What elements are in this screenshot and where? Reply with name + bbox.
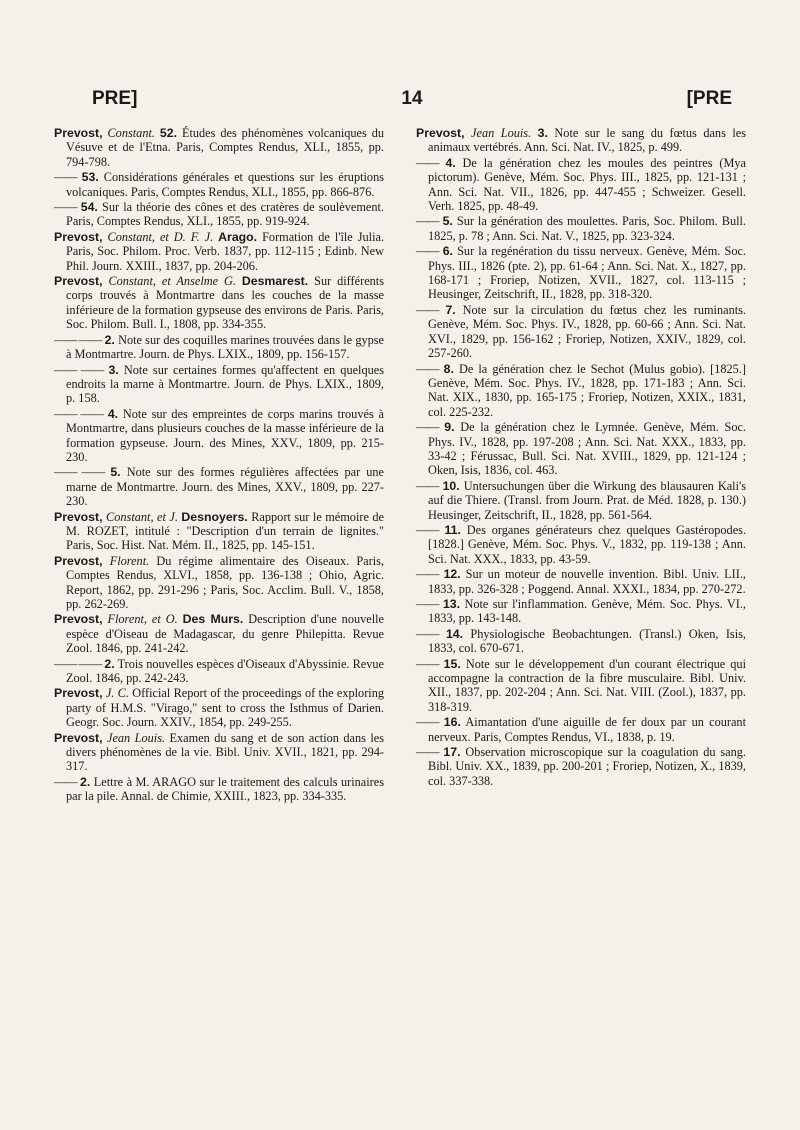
- author-given-name: J. C.: [105, 686, 129, 701]
- author-name: Prevost,: [54, 274, 103, 289]
- entry-text: Du régime alimentaire des Oiseaux. Paris, Comptes Rendus, XLVI., 1858, pp. 136-138 ; Ohio, Agric. Report, 1862, pp. 291-296 ; Paris, Soc. Acclim. Bull. V., 1858, pp. 262-269.: [66, 553, 385, 611]
- repeat-author-dash: —— ——: [54, 362, 104, 377]
- bibliography-entry: [416, 745, 746, 788]
- entry-number: 6.: [442, 244, 453, 259]
- entry-number: 8.: [443, 361, 454, 376]
- repeat-author-dash: ——: [416, 244, 439, 259]
- bibliography-entry: [54, 686, 384, 729]
- author-name: Prevost,: [54, 229, 103, 244]
- entry-number: 9.: [444, 420, 455, 435]
- author-name: Prevost,: [54, 730, 103, 745]
- entry-number: 2.: [104, 332, 115, 347]
- bibliography-entry: [54, 126, 384, 169]
- repeat-author-dash: —— ——: [54, 656, 102, 671]
- entry-text: Note sur le développement d'un courant électrique qui accompagne la contraction de la fibre musculaire. Bibl. Univ. XII., 1837, pp. 202-204 ; Ann. Sci. Nat. VIII. (Zool.), 1837, pp. 318-319.: [428, 656, 747, 714]
- bibliography-entry: [54, 230, 384, 273]
- entry-text: Sur différents corps trouvés à Montmartre dans les couches de la masse inférieure de la formation gypseuse des environs de Paris. Paris, Soc. Philom. Bull. I., 1808, pp. 334-355.: [66, 274, 384, 332]
- bibliography-entry: [416, 244, 746, 302]
- repeat-author-dash: ——: [54, 200, 77, 215]
- entry-number: 12.: [443, 567, 461, 582]
- author-given-name: Jean Louis.: [106, 730, 166, 745]
- entry-text: Physiologische Beobachtungen. (Transl.) Oken, Isis, 1833, col. 670-671.: [428, 626, 746, 656]
- entry-text: De la génération chez le Sechot (Mulus gobio). [1825.] Genève, Mém. Soc. Phys. IV., 1828, pp. 171-183 ; Ann. Sci. Nat. XIX., 1830, pp. 165-175 ; Froriep, Notizen, XXIX., 1831, col. 225-232.: [428, 361, 746, 419]
- entry-number: 16.: [443, 715, 461, 730]
- entry-number: 4.: [445, 155, 456, 170]
- author-given-name: Florent.: [109, 553, 150, 568]
- bibliography-entry: [416, 597, 746, 626]
- coauthor-name: Arago.: [218, 229, 258, 244]
- entry-text: Observation microscopique sur la coagulation du sang. Bibl. Univ. XX., 1839, pp. 200-201 ; Froriep, Notizen, X., 1839, col. 337-338.: [428, 745, 746, 788]
- bibliography-entry: [416, 156, 746, 214]
- author-name: Prevost,: [54, 553, 103, 568]
- entry-text: Rapport sur le mémoire de M. ROZET, intitulé : "Description d'un terrain de lignites." Paris, Soc. Hist. Nat. Mém. II., 1825, pp. 145-151.: [66, 509, 385, 553]
- entry-text: Lettre à M. ARAGO sur le traitement des calculs urinaires par la pile. Annal. de Chimie, XXIII., 1823, pp. 334-335.: [66, 774, 384, 804]
- entry-text: Formation de l'île Julia. Paris, Soc. Philom. Proc. Verb. 1837, pp. 112-115 ; Edinb. New Phil. Journ. XXIII., 1837, pp. 204-206.: [66, 229, 385, 273]
- bibliography-entry: [416, 420, 746, 478]
- bibliography-entry: [54, 775, 384, 804]
- bibliography-entry: [54, 465, 384, 508]
- bibliography-entry: [54, 363, 384, 406]
- entry-text: Sur la génération des moulettes. Paris, Soc. Philom. Bull. 1825, p. 78 ; Ann. Sci. Nat. V., 1825, pp. 323-324.: [428, 214, 746, 243]
- author-name: Prevost,: [54, 612, 103, 627]
- bibliography-entry: [54, 657, 384, 686]
- bibliography-entry: [54, 554, 384, 612]
- bibliography-entry: [416, 567, 746, 596]
- repeat-author-dash: ——: [416, 155, 439, 170]
- bibliography-entry: [416, 657, 746, 715]
- entry-number: 3.: [108, 362, 119, 377]
- repeat-author-dash: ——: [416, 715, 439, 730]
- repeat-author-dash: —— ——: [54, 332, 102, 347]
- entry-text: Note sur des empreintes de corps marins trouvés à Montmartre, dans plusieurs couches de la masse inférieure de la formation gypseuse. Journ. des Mines, XXV., 1809, pp. 215-230.: [66, 406, 384, 464]
- bibliography-entry: [416, 214, 746, 243]
- left-column: [54, 126, 384, 805]
- repeat-author-dash: ——: [54, 774, 77, 789]
- entry-number: 13.: [442, 597, 461, 611]
- entry-text: Études des phénomènes volcaniques du Vésuve et de l'Etna. Paris, Comptes Rendus, XLI., 1855, pp. 794-798.: [66, 126, 385, 169]
- right-column: [416, 126, 746, 789]
- entry-text: Aimantation d'une aiguille de fer doux par un courant nerveux. Paris, Comptes Rendus, VI., 1838, p. 19.: [428, 715, 746, 744]
- entry-number: 14.: [445, 626, 464, 641]
- bibliography-entry: [416, 523, 746, 566]
- coauthor-name: Desmarest.: [241, 274, 309, 289]
- bibliography-entry: [416, 715, 746, 744]
- entry-text: Note sur des coquilles marines trouvées dans le gypse à Montmartre. Journ. de Phys. LXIX., 1809, pp. 156-157.: [66, 332, 385, 362]
- author-given-name: Constant, et Anselme G.: [108, 274, 236, 289]
- coauthor-name: Des Murs.: [182, 612, 244, 627]
- bibliography-entry: [54, 510, 384, 553]
- bibliography-entry: [416, 627, 746, 656]
- entry-number: 15.: [443, 656, 461, 671]
- bibliography-entry: [54, 731, 384, 774]
- entry-text: Des organes générateurs chez quelques Gastéropodes. [1828.] Genève, Mém. Soc. Phys. V., 1832, pp. 119-138 ; Ann. Sci. Nat. XXX., 1833, pp. 43-59.: [428, 522, 747, 566]
- entry-text: De la génération chez les moules des peintres (Mya pictorum). Genève, Mém. Soc. Phys. III., 1825, pp. 121-131 ; Ann. Sci. Nat. VII., 1826, pp. 447-455 ; Schweizer. Gesell. Verh. 1825, pp. 48-49.: [428, 155, 747, 214]
- bibliography-entry: [54, 407, 384, 465]
- bibliography-entry: [54, 274, 384, 332]
- author-name: Prevost,: [54, 686, 103, 701]
- bibliography-entry: [54, 170, 384, 199]
- entry-number: 5.: [442, 214, 453, 229]
- entry-number: 2.: [80, 774, 91, 789]
- entry-number: 17.: [443, 745, 461, 760]
- entry-text: Official Report of the proceedings of the exploring party of H.M.S. "Virago," sent to cross the Isthmus of Darien. Geogr. Soc. Journ. XXIV., 1854, pp. 249-255.: [66, 686, 384, 730]
- repeat-author-dash: ——: [416, 567, 439, 582]
- author-given-name: Florent, et O.: [107, 612, 178, 627]
- bibliography-entry: [416, 126, 746, 155]
- page-number: 14: [401, 88, 423, 109]
- author-name: Prevost,: [54, 126, 103, 140]
- bibliography-entry: [54, 333, 384, 362]
- entry-text: Examen du sang et de son action dans les divers phénomènes de la vie. Bibl. Univ. XVII., 1821, pp. 294-317.: [66, 730, 385, 774]
- repeat-author-dash: ——: [416, 361, 439, 376]
- entry-text: Untersuchungen über die Wirkung des blausauren Kali's auf die Thiere. (Transl. from Journ. Prat. de Méd. 1828, p. 130.) Heusinger, Zeitschrift, II., 1828, pp. 561-564.: [428, 478, 746, 522]
- entry-text: Note sur l'inflammation. Genève, Mém. Soc. Phys. VI., 1833, pp. 143-148.: [428, 597, 747, 626]
- entry-number: 10.: [442, 478, 460, 493]
- repeat-author-dash: ——: [416, 478, 439, 493]
- entry-text: Trois nouvelles espèces d'Oiseaux d'Abyssinie. Revue Zool. 1846, pp. 242-243.: [66, 656, 384, 686]
- repeat-author-dash: ——: [416, 522, 439, 537]
- author-given-name: Constant.: [107, 126, 155, 140]
- entry-number: 7.: [445, 302, 456, 317]
- repeat-author-dash: ——: [416, 420, 439, 435]
- entry-text: Note sur certaines formes qu'affectent en quelques endroits la marne à Montmartre. Journ. de Phys. LXIX., 1809, p. 158.: [66, 362, 385, 406]
- author-given-name: Constant, et D. F. J.: [107, 229, 214, 244]
- running-head-right: [PRE: [686, 88, 732, 109]
- page-header: [92, 88, 732, 116]
- repeat-author-dash: ——: [416, 656, 439, 671]
- author-name: Prevost,: [54, 509, 103, 524]
- author-name: Prevost,: [416, 126, 465, 140]
- entry-text: Note sur le sang du fœtus dans les animaux vertébrés. Ann. Sci. Nat. IV., 1825, p. 499.: [428, 126, 747, 155]
- repeat-author-dash: ——: [54, 170, 77, 185]
- entry-text: Description d'une nouvelle espèce d'Oiseau de Madagascar, du genre Philepitta. Revue Zool. 1846, pp. 241-242.: [66, 612, 385, 656]
- repeat-author-dash: —— ——: [54, 406, 103, 421]
- running-head-left: PRE]: [92, 88, 138, 109]
- repeat-author-dash: ——: [416, 597, 439, 611]
- entry-number: 54.: [80, 200, 98, 215]
- repeat-author-dash: ——: [416, 626, 439, 641]
- entry-text: Sur la regénération du tissu nerveux. Genève, Mém. Soc. Phys. III., 1826 (pte. 2), pp. 61-64 ; Ann. Sci. Nat. X., 1827, pp. 168-171 ; Froriep, Notizen, XVII., 1827, col. 113-115 ; Heusinger, Zeitschrift, II., 1828, pp. 318-320.: [428, 244, 747, 302]
- repeat-author-dash: ——: [416, 214, 439, 229]
- bibliography-entry: [416, 303, 746, 361]
- entry-text: Note sur la circulation du fœtus chez les ruminants. Genève, Mém. Soc. Phys. IV., 1828, pp. 60-66 ; Ann. Sci. Nat. XVI., 1829, pp. 156-162 ; Froriep, Notizen, XXIV., 1829, col. 257-260.: [428, 302, 747, 361]
- bibliography-entry: [416, 479, 746, 522]
- entry-number: 5.: [110, 465, 121, 480]
- entry-text: Considérations générales et questions sur les éruptions volcaniques. Paris, Comptes Rendus, XLI., 1855, pp. 866-876.: [66, 170, 385, 199]
- entry-number: 4.: [107, 406, 119, 421]
- entry-number: 52.: [159, 126, 178, 140]
- entry-number: 11.: [444, 522, 461, 537]
- entry-number: 3.: [537, 126, 548, 140]
- bibliography-entry: [416, 362, 746, 420]
- repeat-author-dash: —— ——: [54, 465, 105, 480]
- entry-number: 53.: [81, 170, 99, 185]
- entry-text: Sur la théorie des cônes et des cratères de soulèvement. Paris, Comptes Rendus, XLI., 1855, pp. 919-924.: [66, 200, 384, 229]
- entry-text: Sur un moteur de nouvelle invention. Bibl. Univ. LII., 1833, pp. 326-328 ; Poggend. Annal. XXXI., 1834, pp. 270-272.: [428, 567, 746, 596]
- bibliography-entry: [54, 200, 384, 229]
- entry-text: Note sur des formes régulières affectées par une marne de Montmartre. Journ. des Mines, XXV., 1809, pp. 227-230.: [66, 465, 385, 509]
- entry-text: De la génération chez le Lymnée. Genève, Mém. Soc. Phys. IV., 1828, pp. 197-208 ; Ann. Sci. Nat. XXX., 1833, pp. 33-42 ; Férussac, Bull. Sci. Nat. XVIII., 1829, pp. 121-124 ; Oken, Isis, 1836, col. 463.: [428, 420, 747, 478]
- repeat-author-dash: ——: [416, 302, 439, 317]
- author-given-name: Constant, et J.: [106, 509, 178, 524]
- coauthor-name: Desnoyers.: [181, 509, 248, 524]
- repeat-author-dash: ——: [416, 745, 439, 760]
- author-given-name: Jean Louis.: [471, 126, 532, 140]
- bibliography-entry: [54, 612, 384, 655]
- entry-number: 2.: [104, 656, 115, 671]
